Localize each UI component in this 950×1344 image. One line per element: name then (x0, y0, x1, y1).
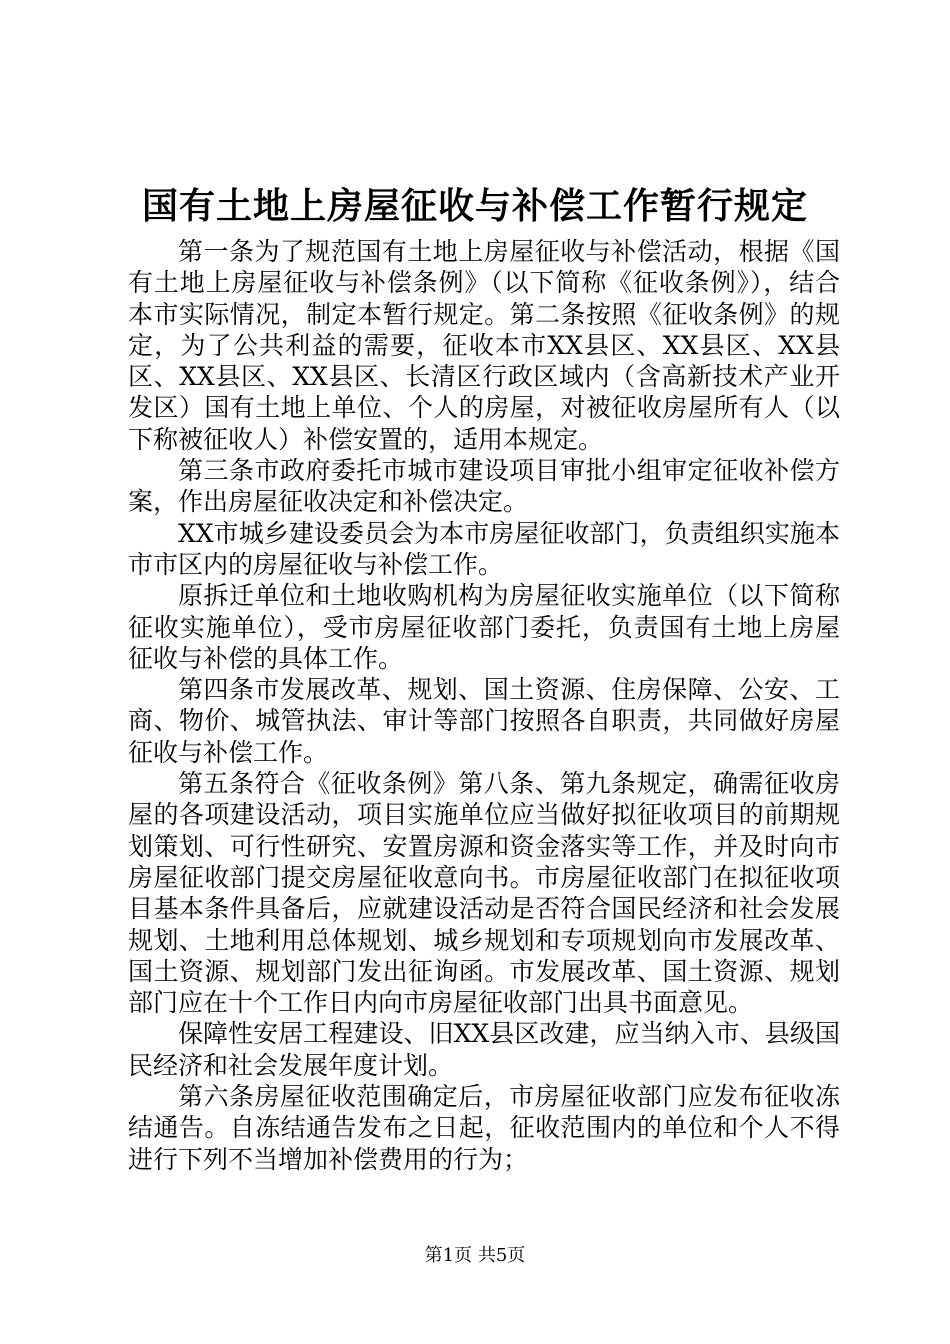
paragraph-article-6: 第六条房屋征收范围确定后，市房屋征收部门应发布征收冻结通告。自冻结通告发布之日起，征收范围内的单位和个人不得进行下列不当增加补偿费用的行为； (128, 1082, 840, 1174)
paragraph-article-5: 第五条符合《征收条例》第八条、第九条规定，确需征收房屋的各项建设活动，项目实施单位应当做好拟征收项目的前期规划策划、可行性研究、安置房源和资金落实等工作，并及时向市房屋征收部门提交房屋征收意向书。市房屋征收部门在拟征收项目基本条件具备后，应就建设活动是否符合国民经济和社会发展规划、土地利用总体规划、城乡规划和专项规划向市发展改革、国土资源、规划部门发出征询函。市发展改革、国土资源、规划部门应在十个工作日内向市房屋征收部门出具书面意见。 (128, 769, 840, 1018)
page-number-footer: 第1页 共5页 (424, 1245, 526, 1266)
document-body (128, 236, 840, 1175)
paragraph-construction-committee: XX市城乡建设委员会为本市房屋征收部门，负责组织实施本市市区内的房屋征收与补偿工作。 (128, 518, 840, 579)
paragraph-article-4: 第四条市发展改革、规划、国土资源、住房保障、公安、工商、物价、城管执法、审计等部门按照各自职责，共同做好房屋征收与补偿工作。 (128, 675, 840, 767)
paragraph-article-3: 第三条市政府委托市城市建设项目审批小组审定征收补偿方案，作出房屋征收决定和补偿决定。 (128, 456, 840, 517)
paragraph-article-1-2: 第一条为了规范国有土地上房屋征收与补偿活动，根据《国有土地上房屋征收与补偿条例》（以下简称《征收条例》），结合本市实际情况，制定本暂行规定。第二条按照《征收条例》的规定，为了公共利益的需要，征收本市XX县区、XX县区、XX县区、XX县区、XX县区、长清区行政区域内（含高新技术产业开发区）国有土地上单位、个人的房屋，对被征收房屋所有人（以下称被征收人）补偿安置的，适用本规定。 (128, 237, 840, 454)
paragraph-affordable-housing: 保障性安居工程建设、旧XX县区改建，应当纳入市、县级国民经济和社会发展年度计划。 (128, 1019, 840, 1080)
paragraph-implementing-unit: 原拆迁单位和土地收购机构为房屋征收实施单位（以下简称征收实施单位），受市房屋征收部门委托，负责国有土地上房屋征收与补偿的具体工作。 (128, 581, 840, 673)
document-title: 国有土地上房屋征收与补偿工作暂行规定 (141, 185, 808, 227)
